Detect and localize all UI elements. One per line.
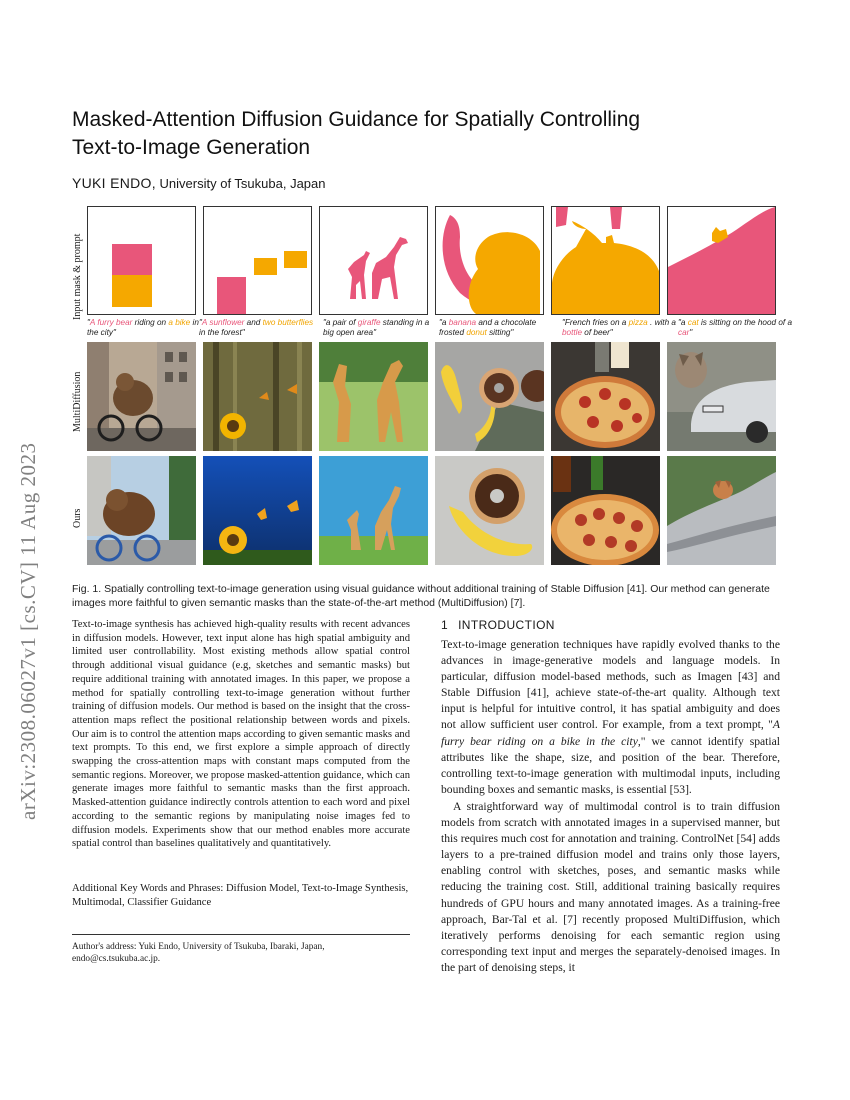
arxiv-sidebar (16, 300, 54, 820)
title-line-2: Text-to-Image Generation (72, 136, 311, 159)
mask-cat-car (667, 206, 776, 315)
row-label-multidiffusion: MultiDiffusion (72, 371, 83, 432)
ours-bear-image (87, 456, 196, 565)
author-affiliation: University of Tsukuba, Japan (159, 176, 326, 191)
intro-paragraph-1: Text-to-image generation techniques have rapidly evolved thanks to the advances in image-generative models and language models. In particular, diffusion model-based methods, such as Imagen [43] and Stable Diffusion [41], achieve state-of-the-art quality. Although text input is helpful for intuitive control, it has spatial ambiguity and does not allow sufficient user control. For example, from a text prompt, "A furry bear riding on a bike in the city," we cannot identify spatial attributes like the shape, size, and position of the bear. Therefore, controlling text-to-image generation with multimodal inputs, including bounding boxes and semantic masks, is essential [53]. (441, 638, 780, 796)
prompt-caption-6: "a cat is sitting on the hood of a car" (678, 318, 792, 337)
row-label-ours: Ours (72, 508, 83, 528)
prompt-caption-3: "a pair of giraffe standing in a big open area" (323, 318, 430, 337)
prompt-caption-4: "a banana and a chocolate frosted donut sitting" (439, 318, 537, 337)
figure-caption: Fig. 1. Spatially controlling text-to-image generation using visual guidance without additional training of Stable Diffusion [41]. Our method can generate images more faithful to given semantic masks than the state-of-the-art method (MultiDiffusion) [7]. (72, 583, 770, 609)
multidiffusion-sunflower-image (203, 342, 312, 451)
mask-sunflower (203, 206, 312, 315)
arxiv-identifier: arXiv:2308.06027v1 [cs.CV] 11 Aug 2023 (16, 442, 40, 820)
multidiffusion-banana-image (435, 342, 544, 451)
row-label-input: Input mask & prompt (72, 233, 83, 320)
multidiffusion-bear-image (87, 342, 196, 451)
paper-title (72, 106, 772, 162)
mask-giraffe (319, 206, 428, 315)
abstract-text: Text-to-image synthesis has achieved high-quality results with recent advances in diffusion models. However, text input alone has high spatial ambiguity and limited user controllability. Most existing methods allow spatial control through additional visual guidance (e.g, sketches and semantic masks) but require additional training with annotated images. In this paper, we propose a method for spatially controlling text-to-image generation without further training of diffusion models. Our method is based on the insight that the cross-attention maps reflect the positional relationship between words and pixels. Our aim is to control the attention maps according to given semantic masks and text prompts. To this end, we first explore a simple approach of directly swapping the cross-attention maps with constant maps computed from the semantic regions. Moreover, we propose masked-attention guidance, which can generate images more faithful to semantic masks than the first approach. Masked-attention guidance indirectly controls attention to each word and pixel according to the semantic regions by manipulating noise images fed to diffusion models. Experiments show that our method enables more accurate spatial control than baselines qualitatively and quantitatively. (72, 619, 410, 850)
section-heading-introduction (441, 618, 555, 632)
author-line (72, 175, 326, 191)
multidiffusion-cat-image (667, 342, 776, 451)
multidiffusion-pizza-image (551, 342, 660, 451)
section-title: INTRODUCTION (458, 618, 555, 632)
prompt-caption-5: "French fries on a pizza . with a bottle of beer" (562, 318, 676, 337)
ours-pizza-image (551, 456, 660, 565)
author-address: Author's address: Yuki Endo, University of Tsukuba, Ibaraki, Japan, endo@cs.tsukuba.ac.jp. (72, 942, 325, 964)
prompt-caption-2: "A sunflower and two butterflies in the forest" (199, 318, 314, 337)
section-number: 1 (441, 618, 449, 632)
mask-pizza-beer (551, 206, 660, 315)
prompt-caption-1: "A furry bear riding on a bike in the city" (87, 318, 199, 337)
title-line-1: Masked-Attention Diffusion Guidance for Spatially Controlling (72, 108, 641, 131)
mask-banana-donut (435, 206, 544, 315)
ours-sunflower-image (203, 456, 312, 565)
author-name: YUKI ENDO, (72, 175, 156, 191)
intro-paragraph-2: A straightforward way of multimodal control is to train diffusion models from scratch with annotated images in a supervised manner, but this requires much cost for annotation and training. ControlNet [54] adds layers to a pre-trained diffusion model and trains only those layers, enabling control with sketches, poses, and semantic masks while reducing the training cost. Still, additional training basically requires hundreds of GPU hours and many annotated images. As a training-free approach, Bar-Tal et al. [7] recently proposed MultiDiffusion, which iteratively performs denoising for each semantic region using corresponding text input and merges the separately-denoised images. In the part of denoising steps, it (441, 800, 780, 974)
keywords-text: Additional Key Words and Phrases: Diffusion Model, Text-to-Image Synthesis, Multimodal, Classifier Guidance (72, 883, 409, 908)
mask-bear (87, 206, 196, 315)
ours-banana-image (435, 456, 544, 565)
footnote-rule (72, 934, 410, 935)
ours-giraffe-image (319, 456, 428, 565)
multidiffusion-giraffe-image (319, 342, 428, 451)
example-prompt: A furry bear riding on a bike in the city (441, 718, 780, 748)
ours-cat-image (667, 456, 776, 565)
